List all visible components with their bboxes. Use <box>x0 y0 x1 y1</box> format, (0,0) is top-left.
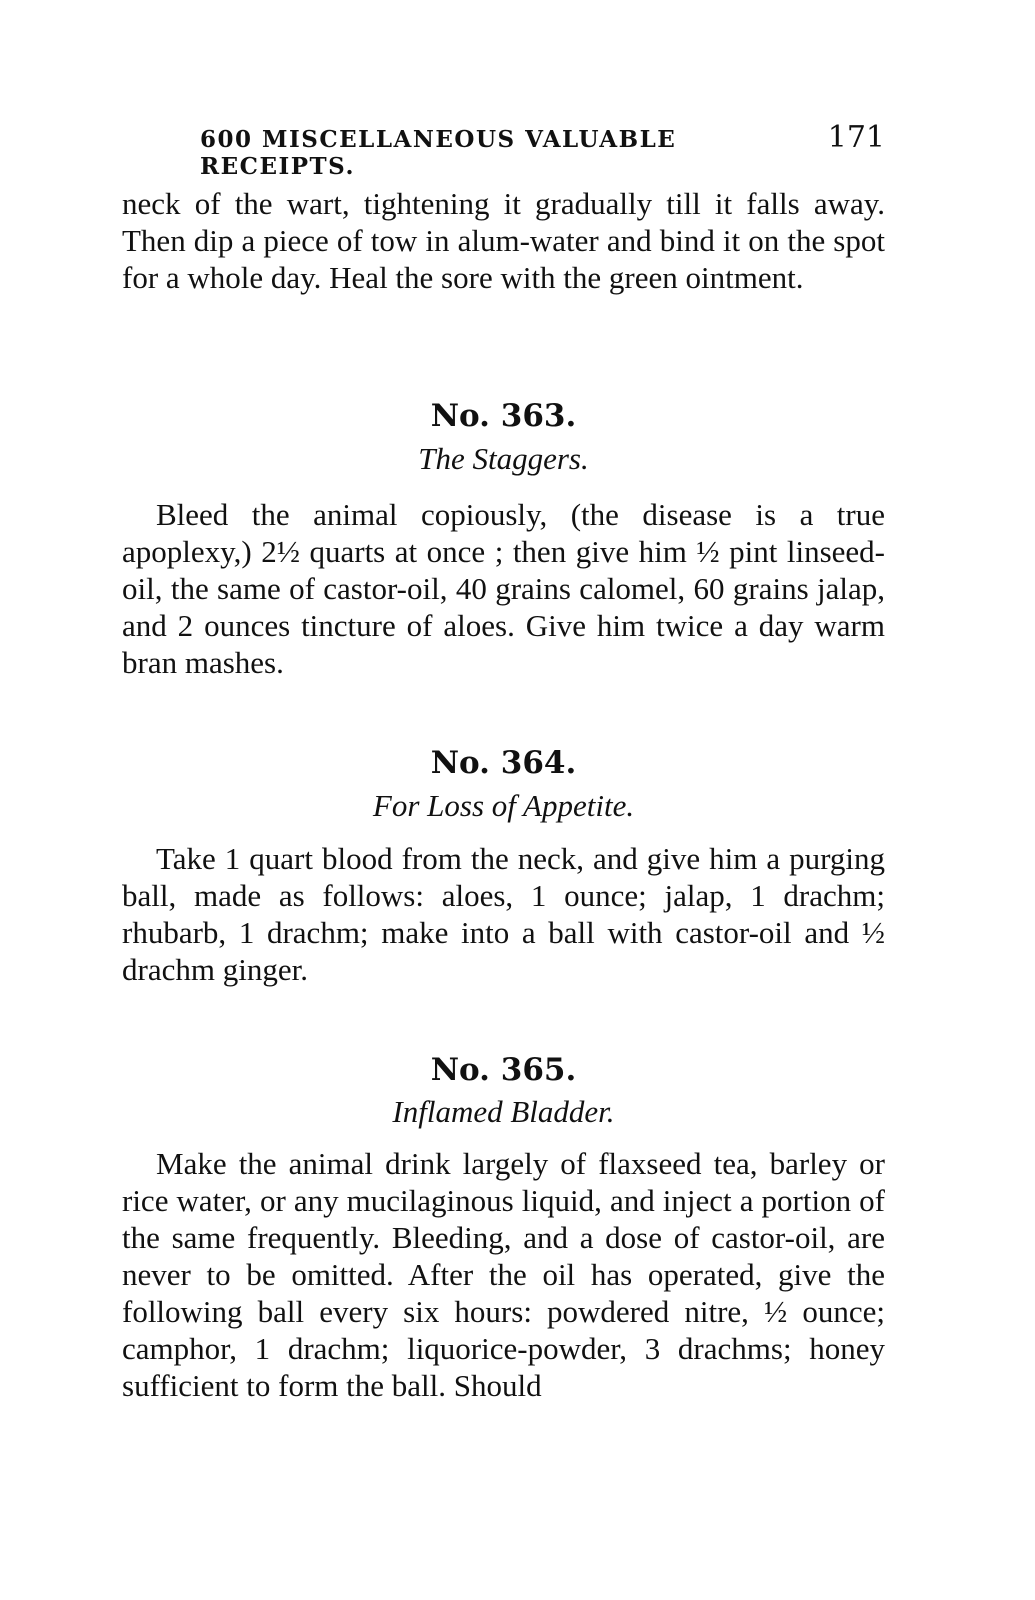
entry-body-364 <box>122 840 885 988</box>
entry-text-364: Take 1 quart blood from the neck, and give him a purging ball, made as follows: aloes, 1 ounce; jalap, 1 drachm; rhubarb, 1 drachm; make into a ball with castor-oil and ½ drachm ginger. <box>122 841 885 987</box>
entry-title-365: Inflamed Bladder. <box>392 1094 615 1129</box>
entry-number-363: No. 363. <box>430 398 577 434</box>
entry-text-363: Bleed the animal copiously, (the disease is a true apoplexy,) 2½ quarts at once ; then give him ½ pint linseed-oil, the same of castor-oil, 40 grains calomel, 60 grains jalap, and 2 ounces tincture of aloes. Give him twice a day warm bran mashes. <box>122 497 885 680</box>
entry-number-365: No. 365. <box>430 1052 577 1088</box>
intro-text: neck of the wart, tightening it gradually till it falls away. Then dip a piece of tow in alum-water and bind it on the spot for a whole day. Heal the sore with the green ointment. <box>122 186 885 295</box>
entry-number-364: No. 364. <box>430 745 577 781</box>
entry-body-363 <box>122 496 885 681</box>
entry-title-364: For Loss of Appetite. <box>372 788 635 823</box>
page-number: 171 <box>827 120 885 155</box>
intro-paragraph <box>122 185 885 296</box>
entry-title-363: The Staggers. <box>418 441 589 476</box>
entry-text-365: Make the animal drink largely of flaxseed tea, barley or rice water, or any mucilaginous liquid, and inject a portion of the same frequently. Bleeding, and a dose of castor-oil, are never to be omitted. After the oil has operated, give the following ball every six hours: powdered nitre, ½ ounce; camphor, 1 drachm; liquorice-powder, 3 drachms; honey sufficient to form the ball. Should <box>122 1146 885 1403</box>
entry-body-365 <box>122 1145 885 1404</box>
running-head <box>200 120 885 180</box>
running-head-title: 600 MISCELLANEOUS VALUABLE RECEIPTS. <box>200 126 677 180</box>
